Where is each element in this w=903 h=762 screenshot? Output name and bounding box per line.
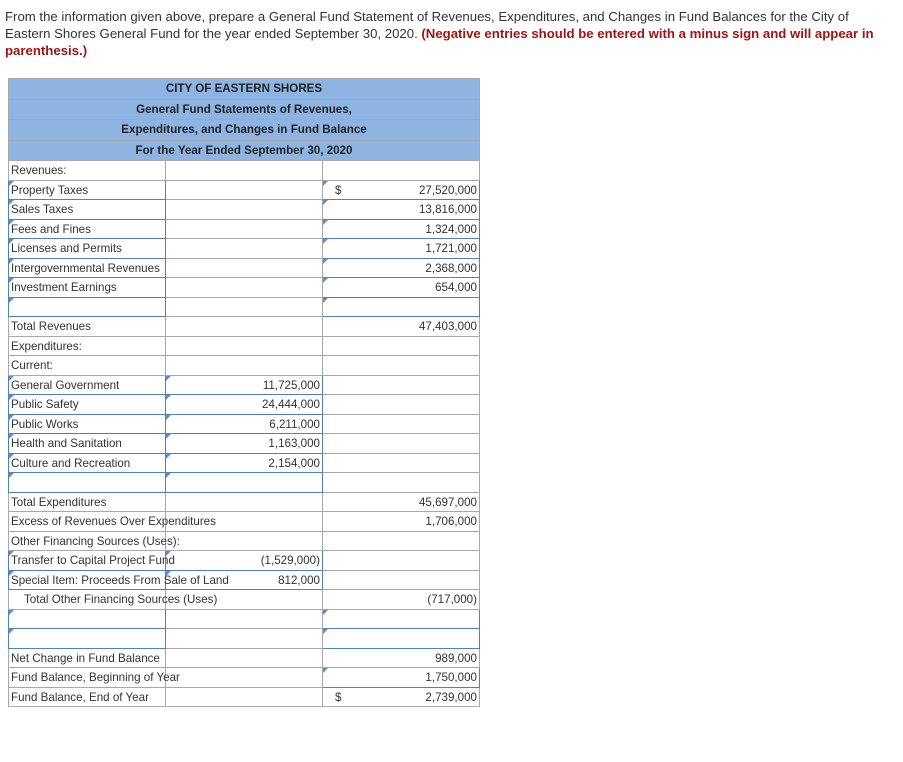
empty-cell <box>323 336 480 356</box>
special-item-label[interactable]: Special Item: Proceeds From Sale of Land <box>9 570 166 590</box>
blank-label-input[interactable] <box>9 629 166 649</box>
transfer-amount[interactable]: (1,529,000) <box>166 551 323 571</box>
property-taxes-amount[interactable] <box>323 180 480 200</box>
health-label[interactable]: Health and Sanitation <box>9 434 166 454</box>
investment-label[interactable]: Investment Earnings <box>9 278 166 298</box>
licenses-label[interactable]: Licenses and Permits <box>9 239 166 259</box>
total-other-label: Total Other Financing Sources (Uses) <box>9 590 166 610</box>
intergov-amount[interactable]: 2,368,000 <box>323 258 480 278</box>
table-row <box>9 200 480 220</box>
total-revenues-amount: 47,403,000 <box>323 317 480 337</box>
table-row <box>9 590 480 610</box>
public-safety-label[interactable]: Public Safety <box>9 395 166 415</box>
empty-cell <box>166 492 323 512</box>
total-expenditures-amount: 45,697,000 <box>323 492 480 512</box>
currency-symbol: $ <box>335 690 342 704</box>
table-row <box>9 161 480 181</box>
header-row <box>9 120 480 141</box>
net-change-label: Net Change in Fund Balance <box>9 648 166 668</box>
table-row <box>9 356 480 376</box>
general-gov-amount[interactable]: 11,725,000 <box>166 375 323 395</box>
table-row <box>9 629 480 649</box>
empty-cell <box>166 239 323 259</box>
entity-name: CITY OF EASTERN SHORES <box>9 79 480 100</box>
statement-title-1: General Fund Statements of Revenues, <box>9 99 480 120</box>
current-label: Current: <box>9 356 166 376</box>
empty-cell <box>323 356 480 376</box>
empty-cell <box>323 414 480 434</box>
empty-cell <box>323 375 480 395</box>
transfer-label[interactable]: Transfer to Capital Project Fund <box>9 551 166 571</box>
header-row <box>9 99 480 120</box>
amount-value: 27,520,000 <box>418 183 477 197</box>
statement-period: For the Year Ended September 30, 2020 <box>9 140 480 161</box>
fb-begin-amount[interactable]: 1,750,000 <box>323 668 480 688</box>
blank-amount-input[interactable] <box>323 629 480 649</box>
fb-begin-label: Fund Balance, Beginning of Year <box>9 668 166 688</box>
empty-cell <box>166 687 323 707</box>
empty-cell <box>323 570 480 590</box>
property-taxes-label[interactable]: Property Taxes <box>9 180 166 200</box>
table-row <box>9 258 480 278</box>
instructions-warning: (Negative entries should be entered with a minus sign and will appear in parenthesis.) <box>5 26 874 58</box>
empty-cell <box>166 356 323 376</box>
other-financing-label: Other Financing Sources (Uses): <box>9 531 166 551</box>
table-row <box>9 668 480 688</box>
table-row <box>9 473 480 493</box>
table-row <box>9 219 480 239</box>
table-row <box>9 551 480 571</box>
general-gov-label[interactable]: General Government <box>9 375 166 395</box>
blank-label-input[interactable] <box>9 297 166 317</box>
empty-cell <box>166 629 323 649</box>
empty-cell <box>323 531 480 551</box>
blank-label-input[interactable] <box>9 609 166 629</box>
blank-amount-input[interactable] <box>166 473 323 493</box>
header-row <box>9 140 480 161</box>
empty-cell <box>166 180 323 200</box>
table-row <box>9 570 480 590</box>
culture-label[interactable]: Culture and Recreation <box>9 453 166 473</box>
table-row <box>9 512 480 532</box>
empty-cell <box>166 336 323 356</box>
empty-cell <box>323 551 480 571</box>
empty-cell <box>166 200 323 220</box>
investment-amount[interactable]: 654,000 <box>323 278 480 298</box>
empty-cell <box>166 317 323 337</box>
sales-taxes-amount[interactable]: 13,816,000 <box>323 200 480 220</box>
total-other-amount: (717,000) <box>323 590 480 610</box>
licenses-amount[interactable]: 1,721,000 <box>323 239 480 259</box>
public-works-amount[interactable]: 6,211,000 <box>166 414 323 434</box>
table-row <box>9 453 480 473</box>
excess-amount: 1,706,000 <box>323 512 480 532</box>
empty-cell <box>166 668 323 688</box>
table-row <box>9 492 480 512</box>
empty-cell <box>166 648 323 668</box>
empty-cell <box>166 609 323 629</box>
blank-label-input[interactable] <box>9 473 166 493</box>
culture-amount[interactable]: 2,154,000 <box>166 453 323 473</box>
instructions-text: From the information given above, prepare a General Fund Statement of Revenues, Expenditures, and Changes in Fund Balances for the City of Eastern Shores General Fund for the year ended September 30, 2020. <box>5 9 849 41</box>
public-safety-amount[interactable]: 24,444,000 <box>166 395 323 415</box>
fund-statement-table <box>8 78 480 707</box>
empty-cell <box>166 219 323 239</box>
fees-fines-amount[interactable]: 1,324,000 <box>323 219 480 239</box>
sales-taxes-label[interactable]: Sales Taxes <box>9 200 166 220</box>
table-row <box>9 687 480 707</box>
public-works-label[interactable]: Public Works <box>9 414 166 434</box>
table-row <box>9 414 480 434</box>
empty-cell <box>323 161 480 181</box>
table-row <box>9 609 480 629</box>
empty-cell <box>166 531 323 551</box>
table-row <box>9 297 480 317</box>
statement-title-2: Expenditures, and Changes in Fund Balance <box>9 120 480 141</box>
fb-end-amount <box>323 687 480 707</box>
empty-cell <box>166 278 323 298</box>
total-expenditures-label: Total Expenditures <box>9 492 166 512</box>
empty-cell <box>323 453 480 473</box>
net-change-amount: 989,000 <box>323 648 480 668</box>
intergov-label[interactable]: Intergovernmental Revenues <box>9 258 166 278</box>
instructions <box>5 8 885 59</box>
health-amount[interactable]: 1,163,000 <box>166 434 323 454</box>
currency-symbol: $ <box>335 183 342 197</box>
table-row <box>9 531 480 551</box>
expenditures-label: Expenditures: <box>9 336 166 356</box>
empty-cell <box>323 395 480 415</box>
excess-label: Excess of Revenues Over Expenditures <box>9 512 166 532</box>
table-row <box>9 648 480 668</box>
empty-cell <box>166 161 323 181</box>
header-row <box>9 79 480 100</box>
table-row <box>9 278 480 298</box>
table-row <box>9 434 480 454</box>
empty-cell <box>323 473 480 493</box>
special-item-amount[interactable]: 812,000 <box>166 570 323 590</box>
table-row <box>9 395 480 415</box>
blank-amount-input[interactable] <box>323 609 480 629</box>
table-row <box>9 336 480 356</box>
table-row <box>9 317 480 337</box>
table-row <box>9 239 480 259</box>
empty-cell <box>166 258 323 278</box>
empty-cell <box>166 297 323 317</box>
empty-cell <box>323 434 480 454</box>
table-row <box>9 180 480 200</box>
fees-fines-label[interactable]: Fees and Fines <box>9 219 166 239</box>
blank-amount-input[interactable] <box>323 297 480 317</box>
revenues-label: Revenues: <box>9 161 166 181</box>
table-row <box>9 375 480 395</box>
amount-value: 2,739,000 <box>425 690 477 704</box>
total-revenues-label: Total Revenues <box>9 317 166 337</box>
fb-end-label: Fund Balance, End of Year <box>9 687 166 707</box>
